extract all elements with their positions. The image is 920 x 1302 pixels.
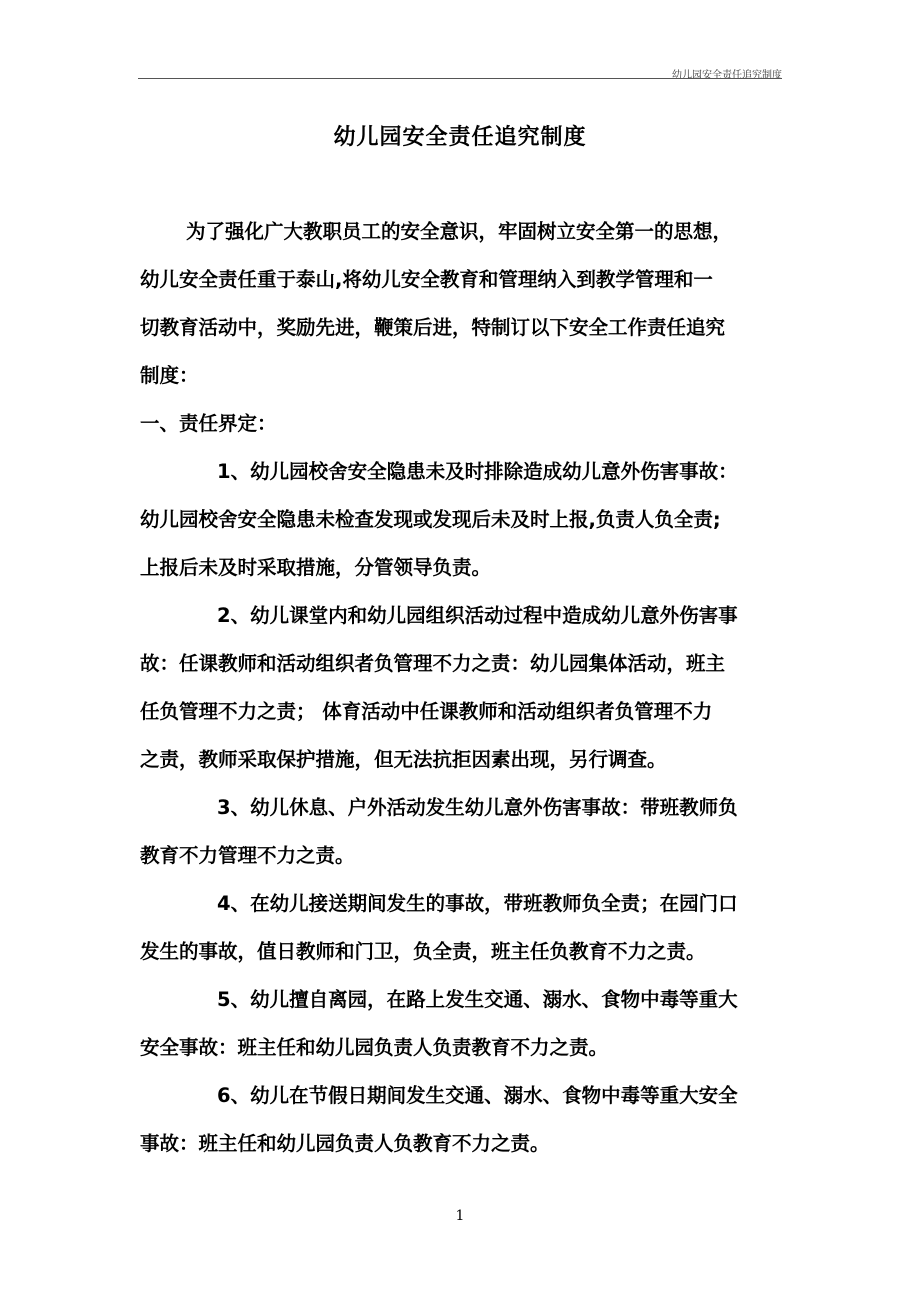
list-item-4 bbox=[140, 888, 788, 984]
text-line: 6、幼儿在节假日期间发生交通、溺水、食物中毒等重大安全 bbox=[217, 1084, 738, 1107]
running-header: 幼儿园安全责任追究制度 bbox=[672, 70, 782, 81]
header-divider bbox=[138, 78, 782, 79]
text-line: 切教育活动中，奖励先进，鞭策后进，特制订以下安全工作责任追究 bbox=[140, 316, 726, 339]
text-line: 为了强化广大教职员工的安全意识，牢固树立安全第一的思想， bbox=[186, 220, 733, 243]
text-line: 幼儿园校舍安全隐患未检查发现或发现后未及时上报,负责人负全责; bbox=[140, 508, 721, 531]
document-title: 幼儿园安全责任追究制度 bbox=[333, 125, 587, 150]
page-number: 1 bbox=[455, 1208, 465, 1224]
intro-paragraph bbox=[140, 216, 788, 408]
section-heading bbox=[140, 408, 788, 456]
text-line: 4、在幼儿接送期间发生的事故，带班教师负全责；在园门口 bbox=[217, 892, 738, 915]
text-line: 教育不力管理不力之责。 bbox=[140, 844, 355, 867]
text-line: 制度： bbox=[140, 364, 199, 387]
text-line: 1、幼儿园校舍安全隐患未及时排除造成幼儿意外伤害事故： bbox=[217, 460, 738, 483]
list-item-2 bbox=[140, 600, 788, 792]
text-line: 一、责任界定： bbox=[140, 412, 277, 435]
text-line: 上报后未及时采取措施，分管领导负责。 bbox=[140, 556, 492, 579]
text-line: 5、幼儿擅自离园，在路上发生交通、溺水、食物中毒等重大 bbox=[217, 988, 738, 1011]
text-line: 幼儿安全责任重于泰山,将幼儿安全教育和管理纳入到教学管理和一 bbox=[140, 268, 713, 291]
list-item-5 bbox=[140, 984, 788, 1080]
text-line: 安全事故：班主任和幼儿园负责人负责教育不力之责。 bbox=[140, 1036, 609, 1059]
text-line: 任负管理不力之责； 体育活动中任课教师和活动组织者负管理不力 bbox=[140, 700, 713, 723]
list-item-1 bbox=[140, 456, 788, 600]
document-body bbox=[140, 216, 788, 1176]
list-item-6 bbox=[140, 1080, 788, 1176]
list-item-3 bbox=[140, 792, 788, 888]
text-line: 故：任课教师和活动组织者负管理不力之责：幼儿园集体活动，班主 bbox=[140, 652, 726, 675]
text-line: 2、幼儿课堂内和幼儿园组织活动过程中造成幼儿意外伤害事 bbox=[217, 604, 738, 627]
text-line: 事故：班主任和幼儿园负责人负教育不力之责。 bbox=[140, 1132, 550, 1155]
text-line: 3、幼儿休息、户外活动发生幼儿意外伤害事故：带班教师负 bbox=[217, 796, 738, 819]
text-line: 之责，教师采取保护措施，但无法抗拒因素出现，另行调查。 bbox=[140, 748, 667, 771]
text-line: 发生的事故，值日教师和门卫，负全责，班主任负教育不力之责。 bbox=[140, 940, 706, 963]
